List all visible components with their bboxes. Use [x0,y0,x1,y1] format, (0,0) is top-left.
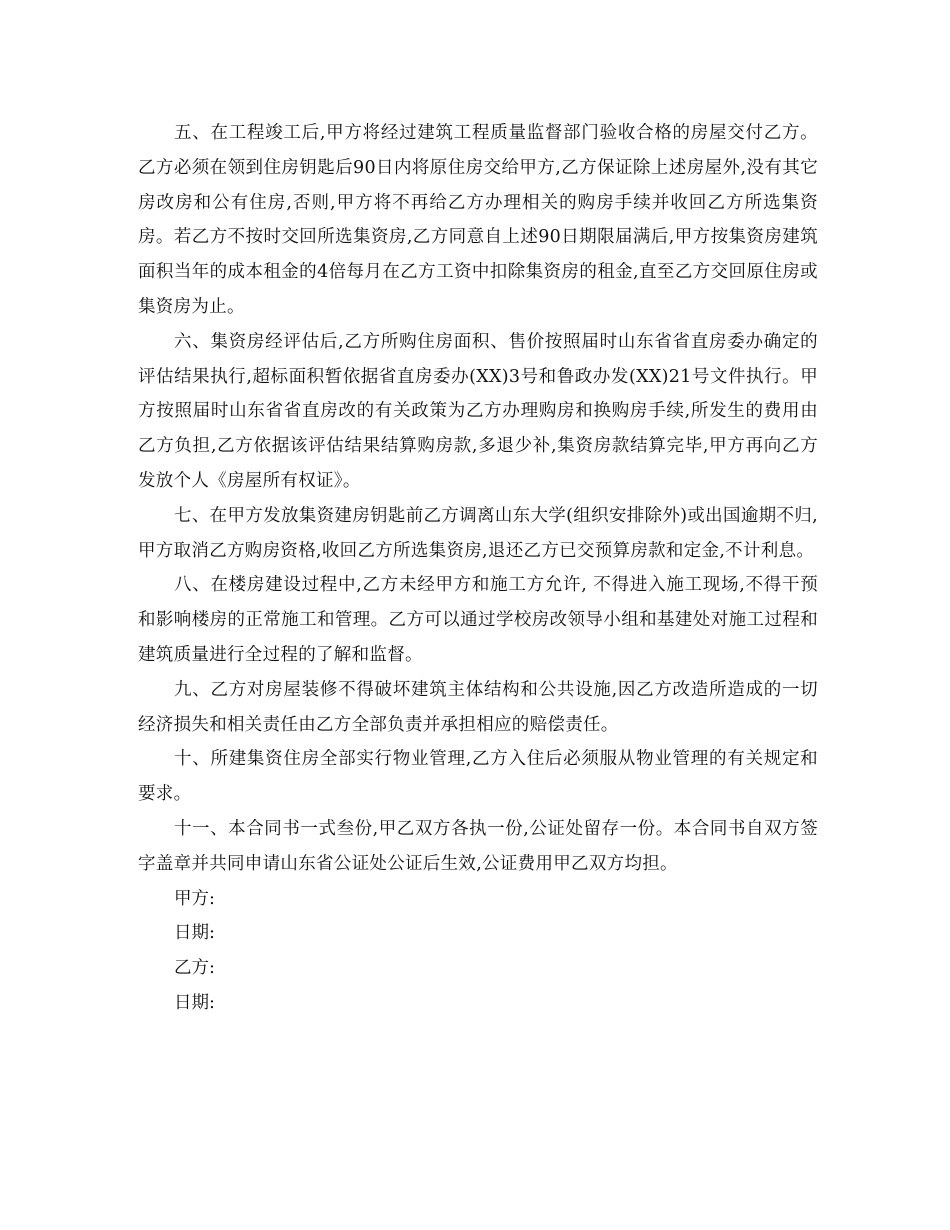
party-a-label: 甲方: [174,888,215,909]
signature-block [138,882,818,1021]
clause-10-paragraph: 十、所建集资住房全部实行物业管理,乙方入住后必须服从物业管理的有关规定和要求。 [138,749,818,805]
party-b-label: 乙方: [174,958,215,979]
clause-11-paragraph: 十一、本合同书一式叁份,甲乙双方各执一份,公证处留存一份。本合同书自双方签字盖章并共同申请山东省公证处公证后生效,公证费用甲乙双方均担。 [138,818,818,874]
clause-8-paragraph: 八、在楼房建设过程中,乙方未经甲方和施工方允许, 不得进入施工现场,不得干预和影响楼房的正常施工和管理。乙方可以通过学校房改领导小组和基建处对施工过程和建筑质量进行全过程的了解和监督。 [138,575,818,665]
clause-7-paragraph: 七、在甲方发放集资建房钥匙前乙方调离山东大学(组织安排除外)或出国逾期不归,甲方取消乙方购房资格,收回乙方所选集资房,退还乙方已交预算房款和定金,不计利息。 [138,505,818,561]
clause-6-paragraph: 六、集资房经评估后,乙方所购住房面积、售价按照届时山东省省直房委办确定的评估结果执行,超标面积暂依据省直房委办(XX)3号和鲁政办发(XX)21号文件执行。甲方按照届时山东省省直房改的有关政策为乙方办理购房和换购房手续,所发生的费用由乙方负担,乙方依据该评估结果结算购房款,多退少补,集资房款结算完毕,甲方再向乙方发放个人《房屋所有权证》。 [138,331,818,491]
date-b-label: 日期: [174,992,215,1013]
clause-9-paragraph: 九、乙方对房屋装修不得破坏建筑主体结构和公共设施,因乙方改造所造成的一切经济损失和相关责任由乙方全部负责并承担相应的赔偿责任。 [138,679,818,735]
contract-body [138,116,818,1021]
clause-5-paragraph: 五、在工程竣工后,甲方将经过建筑工程质量监督部门验收合格的房屋交付乙方。乙方必须在领到住房钥匙后90日内将原住房交给甲方,乙方保证除上述房屋外,没有其它房改房和公有住房,否则,甲方将不再给乙方办理相关的购房手续并收回乙方所选集资房。若乙方不按时交回所选集资房,乙方同意自上述90日期限届满后,甲方按集资房建筑面积当年的成本租金的4倍每月在乙方工资中扣除集资房的租金,直至乙方交回原住房或集资房为止。 [138,123,818,317]
date-a-label: 日期: [174,923,215,944]
